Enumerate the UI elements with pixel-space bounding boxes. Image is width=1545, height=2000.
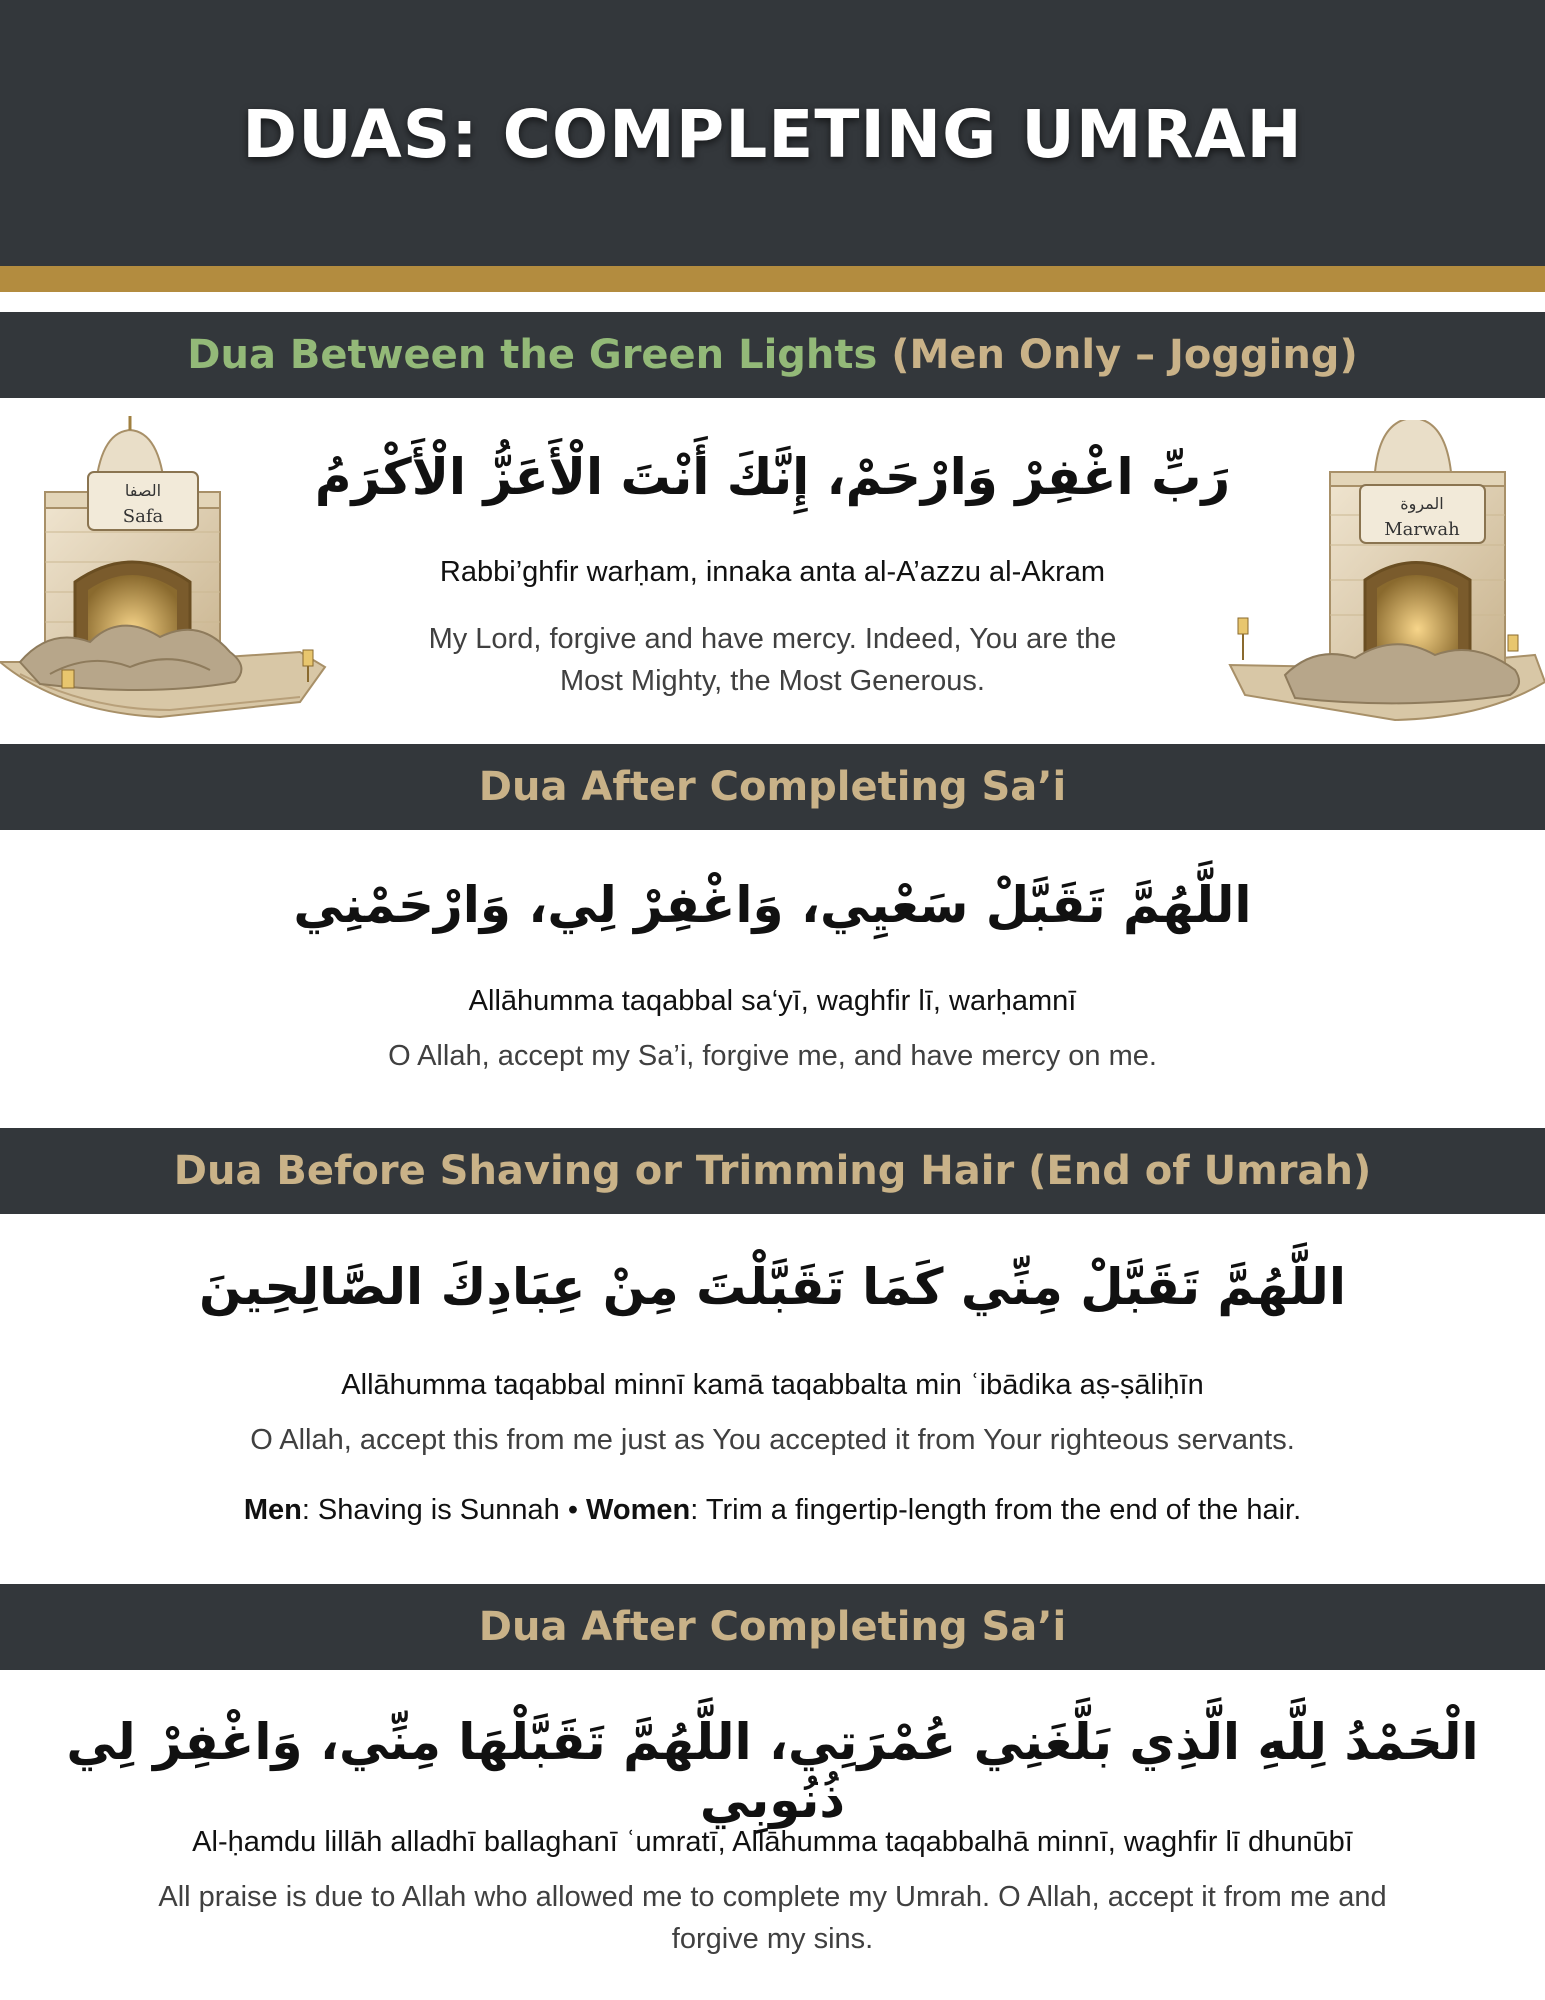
marwah-label: Marwah xyxy=(1384,519,1460,540)
section-heading-shaving: Dua Before Shaving or Trimming Hair (End of Umrah) xyxy=(0,1128,1545,1214)
dua-transliteration-green-lights: Rabbi’ghfir warḥam, innaka anta al-A’azzu al-Akram xyxy=(439,556,1106,588)
dua-arabic-completing-umrah: الْحَمْدُ لِلَّهِ الَّذِي بَلَّغَنِي عُمْرَتِي، اللَّهُمَّ تَقَبَّلْهَا مِنِّي، وَاغْفِرْ لِي ذُنُوبِي xyxy=(66,1713,1479,1829)
safa-arabic-label: الصفا xyxy=(124,481,162,500)
women-label: Women xyxy=(586,1494,691,1526)
men-text: : Shaving is Sunnah • xyxy=(301,1494,587,1526)
gold-divider xyxy=(0,266,1545,292)
dua-translation-after-sai: O Allah, accept my Sa’i, forgive me, and have mercy on me. xyxy=(388,1040,1157,1072)
dua-arabic-green-lights: رَبِّ اغْفِرْ وَارْحَمْ، إِنَّكَ أَنْتَ الْأَعَزُّ الْأَكْرَمُ xyxy=(314,448,1231,506)
hair-note xyxy=(0,1494,1545,1527)
section-heading-primary: Dua Between the Green Lights xyxy=(187,332,878,378)
dua-translation-completing-umrah xyxy=(0,1876,1545,1960)
dua-arabic-after-sai: اللَّهُمَّ تَقَبَّلْ سَعْيِي، وَاغْفِرْ لِي، وَارْحَمْنِي xyxy=(293,876,1252,934)
women-text: : Trim a fingertip-length from the end of the hair. xyxy=(690,1494,1302,1526)
section-heading-after-sai: Dua After Completing Sa’i xyxy=(0,744,1545,830)
section-heading-after-sai-2: Dua After Completing Sa’i xyxy=(0,1584,1545,1670)
dua-transliteration-after-sai: Allāhumma taqabbal sa‘yī, waghfir lī, warḥamnī xyxy=(468,985,1077,1017)
section-heading-secondary: (Men Only – Jogging) xyxy=(877,332,1358,378)
dua-arabic-shaving: اللَّهُمَّ تَقَبَّلْ مِنِّي كَمَا تَقَبَّلْتَ مِنْ عِبَادِكَ الصَّالِحِينَ xyxy=(199,1258,1346,1316)
safa-label: Safa xyxy=(122,506,164,527)
section-heading-green-lights xyxy=(0,312,1545,398)
translation-line: forgive my sins. xyxy=(671,1923,874,1955)
page-title: DUAS: COMPLETING UMRAH xyxy=(242,96,1303,173)
dua-translation-green-lights xyxy=(0,618,1545,702)
translation-line: My Lord, forgive and have mercy. Indeed, You are the xyxy=(428,623,1117,655)
dua-translation-shaving: O Allah, accept this from me just as You accepted it from Your righteous servants. xyxy=(250,1424,1295,1456)
translation-line: All praise is due to Allah who allowed me to complete my Umrah. O Allah, accept it from me and xyxy=(158,1881,1387,1913)
dua-transliteration-completing-umrah: Al-ḥamdu lillāh alladhī ballaghanī ʿumratī, Allāhumma taqabbalhā minnī, waghfir lī dhunūbī xyxy=(192,1826,1353,1858)
dua-transliteration-shaving: Allāhumma taqabbal minnī kamā taqabbalta min ʿibādika aṣ-ṣāliḥīn xyxy=(341,1369,1204,1401)
page-header xyxy=(0,0,1545,266)
marwah-arabic-label: المروة xyxy=(1400,494,1444,513)
men-label: Men xyxy=(243,1494,302,1526)
translation-line: Most Mighty, the Most Generous. xyxy=(560,665,985,697)
